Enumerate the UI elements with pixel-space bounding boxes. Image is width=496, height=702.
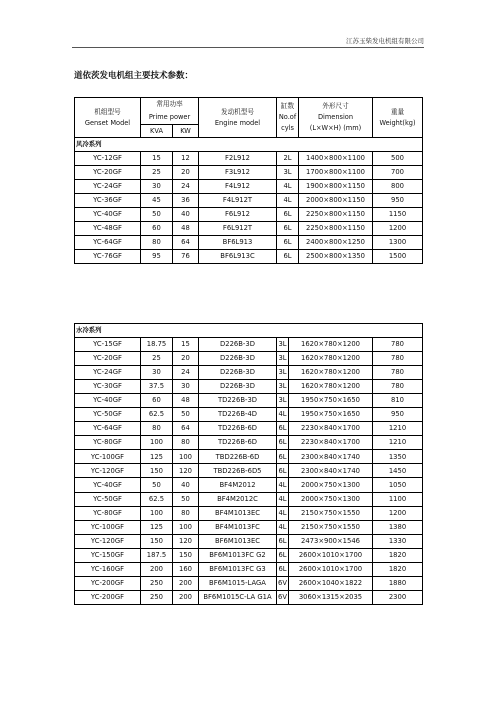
cell-kw: 120	[173, 534, 199, 548]
cell-engine: F6L912T	[199, 222, 277, 236]
cell-model: YC-160GF	[75, 562, 141, 576]
cell-dimension: 2600×1010×1700	[289, 562, 373, 576]
cell-weight: 810	[373, 394, 423, 408]
cell-kva: 62.5	[141, 408, 173, 422]
header-power-cn: 常用功率	[141, 98, 199, 112]
page-header: 江苏玉柴发电机组有限公司	[72, 36, 424, 48]
cell-kva: 45	[141, 194, 173, 208]
header-model-en: Genset Model	[84, 118, 131, 127]
cell-engine: TBD226B-6D	[199, 450, 277, 464]
cell-model: YC-100GF	[75, 450, 141, 464]
cell-kw: 36	[173, 194, 199, 208]
table-row	[75, 180, 423, 194]
header-dim-cn: 外形尺寸	[322, 102, 349, 110]
table-row	[75, 408, 423, 422]
cell-engine: F4L912T	[199, 194, 277, 208]
water-cooled-rows	[75, 338, 423, 605]
cell-model: YC-24GF	[75, 366, 141, 380]
cell-engine: BF4M1013FC	[199, 520, 277, 534]
cell-kw: 100	[173, 520, 199, 534]
cell-weight: 1200	[373, 506, 423, 520]
cell-kva: 95	[141, 250, 173, 264]
cell-model: YC-80GF	[75, 506, 141, 520]
cell-kw: 50	[173, 408, 199, 422]
cell-weight: 1210	[373, 436, 423, 450]
cell-cyls: 6L	[277, 422, 289, 436]
cell-model: YC-12GF	[75, 152, 141, 166]
cell-cyls: 6L	[277, 464, 289, 478]
cell-dimension: 2000×750×1300	[289, 492, 373, 506]
table-row	[75, 250, 423, 264]
cell-weight: 1880	[373, 576, 423, 590]
cell-kw: 80	[173, 436, 199, 450]
cell-engine: BF6M1015C-LA G1A	[199, 590, 277, 604]
cell-engine: BF4M2012C	[199, 492, 277, 506]
table-row	[75, 166, 423, 180]
cell-engine: BF6M1013EC	[199, 534, 277, 548]
table-row	[75, 194, 423, 208]
cell-weight: 500	[373, 152, 423, 166]
header-engine-en: Engine model	[214, 118, 261, 127]
cell-cyls: 6L	[277, 250, 299, 264]
cell-cyls: 4L	[277, 506, 289, 520]
air-cooled-spec-table	[74, 97, 423, 264]
cell-engine: BF6L913C	[199, 250, 277, 264]
cell-cyls: 3L	[277, 380, 289, 394]
cell-cyls: 3L	[277, 166, 299, 180]
cell-cyls: 2L	[277, 152, 299, 166]
cell-weight: 1210	[373, 422, 423, 436]
cell-dimension: 2000×750×1300	[289, 478, 373, 492]
cell-kw: 64	[173, 236, 199, 250]
cell-engine: TBD226B-6D5	[199, 464, 277, 478]
cell-weight: 1330	[373, 534, 423, 548]
header-cyls-en2: cyls	[281, 124, 294, 132]
cell-model: YC-100GF	[75, 520, 141, 534]
table-row	[75, 562, 423, 576]
cell-model: YC-40GF	[75, 478, 141, 492]
cell-engine: D226B-3D	[199, 366, 277, 380]
cell-dimension: 2230×840×1700	[289, 436, 373, 450]
cell-kw: 150	[173, 548, 199, 562]
cell-weight: 1200	[373, 222, 423, 236]
header-kva: KVA	[141, 125, 173, 138]
cell-kva: 150	[141, 534, 173, 548]
cell-cyls: 4L	[277, 194, 299, 208]
cell-cyls: 3L	[277, 366, 289, 380]
table-row	[75, 394, 423, 408]
cell-kw: 200	[173, 590, 199, 604]
cell-kw: 76	[173, 250, 199, 264]
cell-cyls: 3L	[277, 338, 289, 352]
cell-cyls: 6L	[277, 236, 299, 250]
cell-kw: 24	[173, 366, 199, 380]
cell-model: YC-200GF	[75, 590, 141, 604]
cell-kva: 125	[141, 520, 173, 534]
cell-engine: BF6M1013FC G3	[199, 562, 277, 576]
table-row	[75, 464, 423, 478]
header-model	[75, 98, 141, 138]
cell-kva: 37.5	[141, 380, 173, 394]
cell-engine: F3L912	[199, 166, 277, 180]
cell-cyls: 3L	[277, 352, 289, 366]
cell-kva: 50	[141, 208, 173, 222]
cell-kw: 64	[173, 422, 199, 436]
table-row	[75, 208, 423, 222]
table-row	[75, 352, 423, 366]
cell-kva: 15	[141, 152, 173, 166]
cell-weight: 1820	[373, 562, 423, 576]
cell-dimension: 2150×750×1550	[289, 520, 373, 534]
cell-dimension: 1900×800×1150	[299, 180, 373, 194]
cell-engine: BF4M1013EC	[199, 506, 277, 520]
cell-kva: 100	[141, 506, 173, 520]
cell-weight: 1300	[373, 236, 423, 250]
cell-cyls: 4L	[277, 478, 289, 492]
header-dim-en: Dimension	[317, 113, 354, 121]
cell-model: YC-40GF	[75, 208, 141, 222]
header-engine	[199, 98, 277, 138]
table-row	[75, 534, 423, 548]
header-cyls-en1: No.of	[278, 113, 297, 121]
cell-weight: 700	[373, 166, 423, 180]
cell-model: YC-76GF	[75, 250, 141, 264]
cell-dimension: 2150×750×1550	[289, 506, 373, 520]
table-row	[75, 520, 423, 534]
table-row	[75, 236, 423, 250]
cell-engine: BF6M1013FC G2	[199, 548, 277, 562]
cell-cyls: 6L	[277, 450, 289, 464]
cell-engine: TD226B-6D	[199, 436, 277, 450]
cell-weight: 780	[373, 366, 423, 380]
cell-dimension: 3060×1315×2035	[289, 590, 373, 604]
cell-model: YC-20GF	[75, 352, 141, 366]
cell-weight: 1050	[373, 478, 423, 492]
cell-cyls: 6L	[277, 548, 289, 562]
cell-model: YC-64GF	[75, 422, 141, 436]
cell-model: YC-20GF	[75, 166, 141, 180]
cell-engine: TD226B-4D	[199, 408, 277, 422]
cell-engine: D226B-3D	[199, 352, 277, 366]
cell-weight: 780	[373, 338, 423, 352]
cell-dimension: 1400×800×1100	[299, 152, 373, 166]
table-row	[75, 506, 423, 520]
cell-dimension: 2230×840×1700	[289, 422, 373, 436]
header-power-en: Prime power	[141, 112, 199, 125]
cell-kw: 48	[173, 222, 199, 236]
cell-kva: 100	[141, 436, 173, 450]
cell-kva: 30	[141, 366, 173, 380]
cell-engine: BF6M1015-LAGA	[199, 576, 277, 590]
cell-cyls: 6V	[277, 590, 289, 604]
cell-kva: 187.5	[141, 548, 173, 562]
cell-model: YC-15GF	[75, 338, 141, 352]
cell-model: YC-64GF	[75, 236, 141, 250]
table-row	[75, 422, 423, 436]
header-kw: KW	[173, 125, 199, 138]
cell-kva: 25	[141, 166, 173, 180]
cell-cyls: 4L	[277, 520, 289, 534]
cell-kw: 40	[173, 208, 199, 222]
cell-kw: 20	[173, 352, 199, 366]
cell-dimension: 1950×750×1650	[289, 408, 373, 422]
cell-kva: 18.75	[141, 338, 173, 352]
cell-model: YC-200GF	[75, 576, 141, 590]
cell-kw: 100	[173, 450, 199, 464]
cell-kw: 120	[173, 464, 199, 478]
table-row	[75, 222, 423, 236]
table-row	[75, 576, 423, 590]
cell-kva: 250	[141, 576, 173, 590]
header-cyls	[277, 98, 299, 138]
cell-model: YC-24GF	[75, 180, 141, 194]
cell-kva: 150	[141, 464, 173, 478]
cell-dimension: 1950×750×1650	[289, 394, 373, 408]
cell-dimension: 2500×800×1350	[299, 250, 373, 264]
cell-weight: 1150	[373, 208, 423, 222]
header-model-cn: 机组型号	[94, 107, 121, 116]
cell-kw: 20	[173, 166, 199, 180]
cell-dimension: 1700×800×1100	[299, 166, 373, 180]
table-row	[75, 338, 423, 352]
cell-dimension: 2600×1010×1700	[289, 548, 373, 562]
cell-dimension: 1620×780×1200	[289, 380, 373, 394]
section-title-air-cooled: 风冷系列	[75, 138, 423, 152]
cell-dimension: 2600×1040×1822	[289, 576, 373, 590]
cell-dimension: 2400×800×1250	[299, 236, 373, 250]
table-row	[75, 436, 423, 450]
cell-kva: 60	[141, 222, 173, 236]
cell-kw: 30	[173, 380, 199, 394]
cell-weight: 1500	[373, 250, 423, 264]
cell-kva: 62.5	[141, 492, 173, 506]
cell-weight: 1100	[373, 492, 423, 506]
header-engine-cn: 发动机型号	[221, 107, 254, 116]
cell-model: YC-80GF	[75, 436, 141, 450]
cell-cyls: 4L	[277, 492, 289, 506]
cell-model: YC-30GF	[75, 380, 141, 394]
cell-kva: 125	[141, 450, 173, 464]
cell-engine: D226B-3D	[199, 338, 277, 352]
document-title: 道依茨发电机组主要技术参数：	[74, 71, 194, 81]
cell-cyls: 6L	[277, 562, 289, 576]
cell-cyls: 3L	[277, 394, 289, 408]
table-row	[75, 450, 423, 464]
air-cooled-rows	[75, 152, 423, 264]
cell-weight: 780	[373, 380, 423, 394]
cell-dimension: 2000×800×1150	[299, 194, 373, 208]
cell-weight: 1380	[373, 520, 423, 534]
header-weight	[373, 98, 423, 138]
section-title-water-cooled: 水冷系列	[75, 324, 423, 338]
cell-engine: F2L912	[199, 152, 277, 166]
table-row	[75, 492, 423, 506]
header-weight-en: Weight(kg)	[379, 118, 416, 127]
cell-model: YC-36GF	[75, 194, 141, 208]
header-dim-unit: (L×W×H) (mm)	[309, 124, 362, 132]
cell-model: YC-120GF	[75, 534, 141, 548]
cell-model: YC-48GF	[75, 222, 141, 236]
header-dimension	[299, 98, 373, 138]
cell-kw: 160	[173, 562, 199, 576]
cell-kw: 40	[173, 478, 199, 492]
cell-dimension: 1620×780×1200	[289, 352, 373, 366]
cell-dimension: 1620×780×1200	[289, 338, 373, 352]
water-cooled-spec-table	[74, 323, 423, 605]
cell-kw: 48	[173, 394, 199, 408]
cell-weight: 1820	[373, 548, 423, 562]
cell-dimension: 2300×840×1740	[289, 450, 373, 464]
cell-kva: 25	[141, 352, 173, 366]
cell-weight: 780	[373, 352, 423, 366]
cell-engine: F6L912	[199, 208, 277, 222]
cell-weight: 1350	[373, 450, 423, 464]
cell-dimension: 2250×800×1150	[299, 222, 373, 236]
cell-weight: 800	[373, 180, 423, 194]
cell-cyls: 6L	[277, 534, 289, 548]
cell-kva: 50	[141, 478, 173, 492]
cell-engine: TD226B-6D	[199, 422, 277, 436]
table-row	[75, 366, 423, 380]
cell-weight: 950	[373, 408, 423, 422]
cell-kva: 60	[141, 394, 173, 408]
cell-weight: 2300	[373, 590, 423, 604]
table-row	[75, 152, 423, 166]
header-cyls-cn: 缸数	[280, 102, 295, 110]
cell-engine: D226B-3D	[199, 380, 277, 394]
table-row	[75, 380, 423, 394]
cell-kva: 80	[141, 422, 173, 436]
cell-cyls: 4L	[277, 180, 299, 194]
cell-kw: 15	[173, 338, 199, 352]
cell-cyls: 6L	[277, 222, 299, 236]
cell-kw: 200	[173, 576, 199, 590]
cell-dimension: 2473×900×1546	[289, 534, 373, 548]
cell-model: YC-150GF	[75, 548, 141, 562]
header-weight-cn: 重量	[390, 107, 405, 116]
cell-engine: BF4M2012	[199, 478, 277, 492]
cell-kva: 80	[141, 236, 173, 250]
cell-cyls: 6V	[277, 576, 289, 590]
table-row	[75, 590, 423, 604]
cell-model: YC-50GF	[75, 492, 141, 506]
cell-weight: 950	[373, 194, 423, 208]
cell-kva: 30	[141, 180, 173, 194]
cell-kw: 24	[173, 180, 199, 194]
cell-kva: 200	[141, 562, 173, 576]
table-row	[75, 548, 423, 562]
cell-engine: F4L912	[199, 180, 277, 194]
cell-kva: 250	[141, 590, 173, 604]
cell-cyls: 6L	[277, 208, 299, 222]
table-row	[75, 478, 423, 492]
cell-kw: 12	[173, 152, 199, 166]
cell-dimension: 2300×840×1740	[289, 464, 373, 478]
cell-dimension: 1620×780×1200	[289, 366, 373, 380]
cell-engine: TD226B-3D	[199, 394, 277, 408]
cell-cyls: 4L	[277, 408, 289, 422]
cell-weight: 1450	[373, 464, 423, 478]
cell-model: YC-40GF	[75, 394, 141, 408]
cell-model: YC-50GF	[75, 408, 141, 422]
cell-dimension: 2250×800×1150	[299, 208, 373, 222]
cell-engine: BF6L913	[199, 236, 277, 250]
cell-model: YC-120GF	[75, 464, 141, 478]
cell-cyls: 6L	[277, 436, 289, 450]
cell-kw: 50	[173, 492, 199, 506]
cell-kw: 80	[173, 506, 199, 520]
